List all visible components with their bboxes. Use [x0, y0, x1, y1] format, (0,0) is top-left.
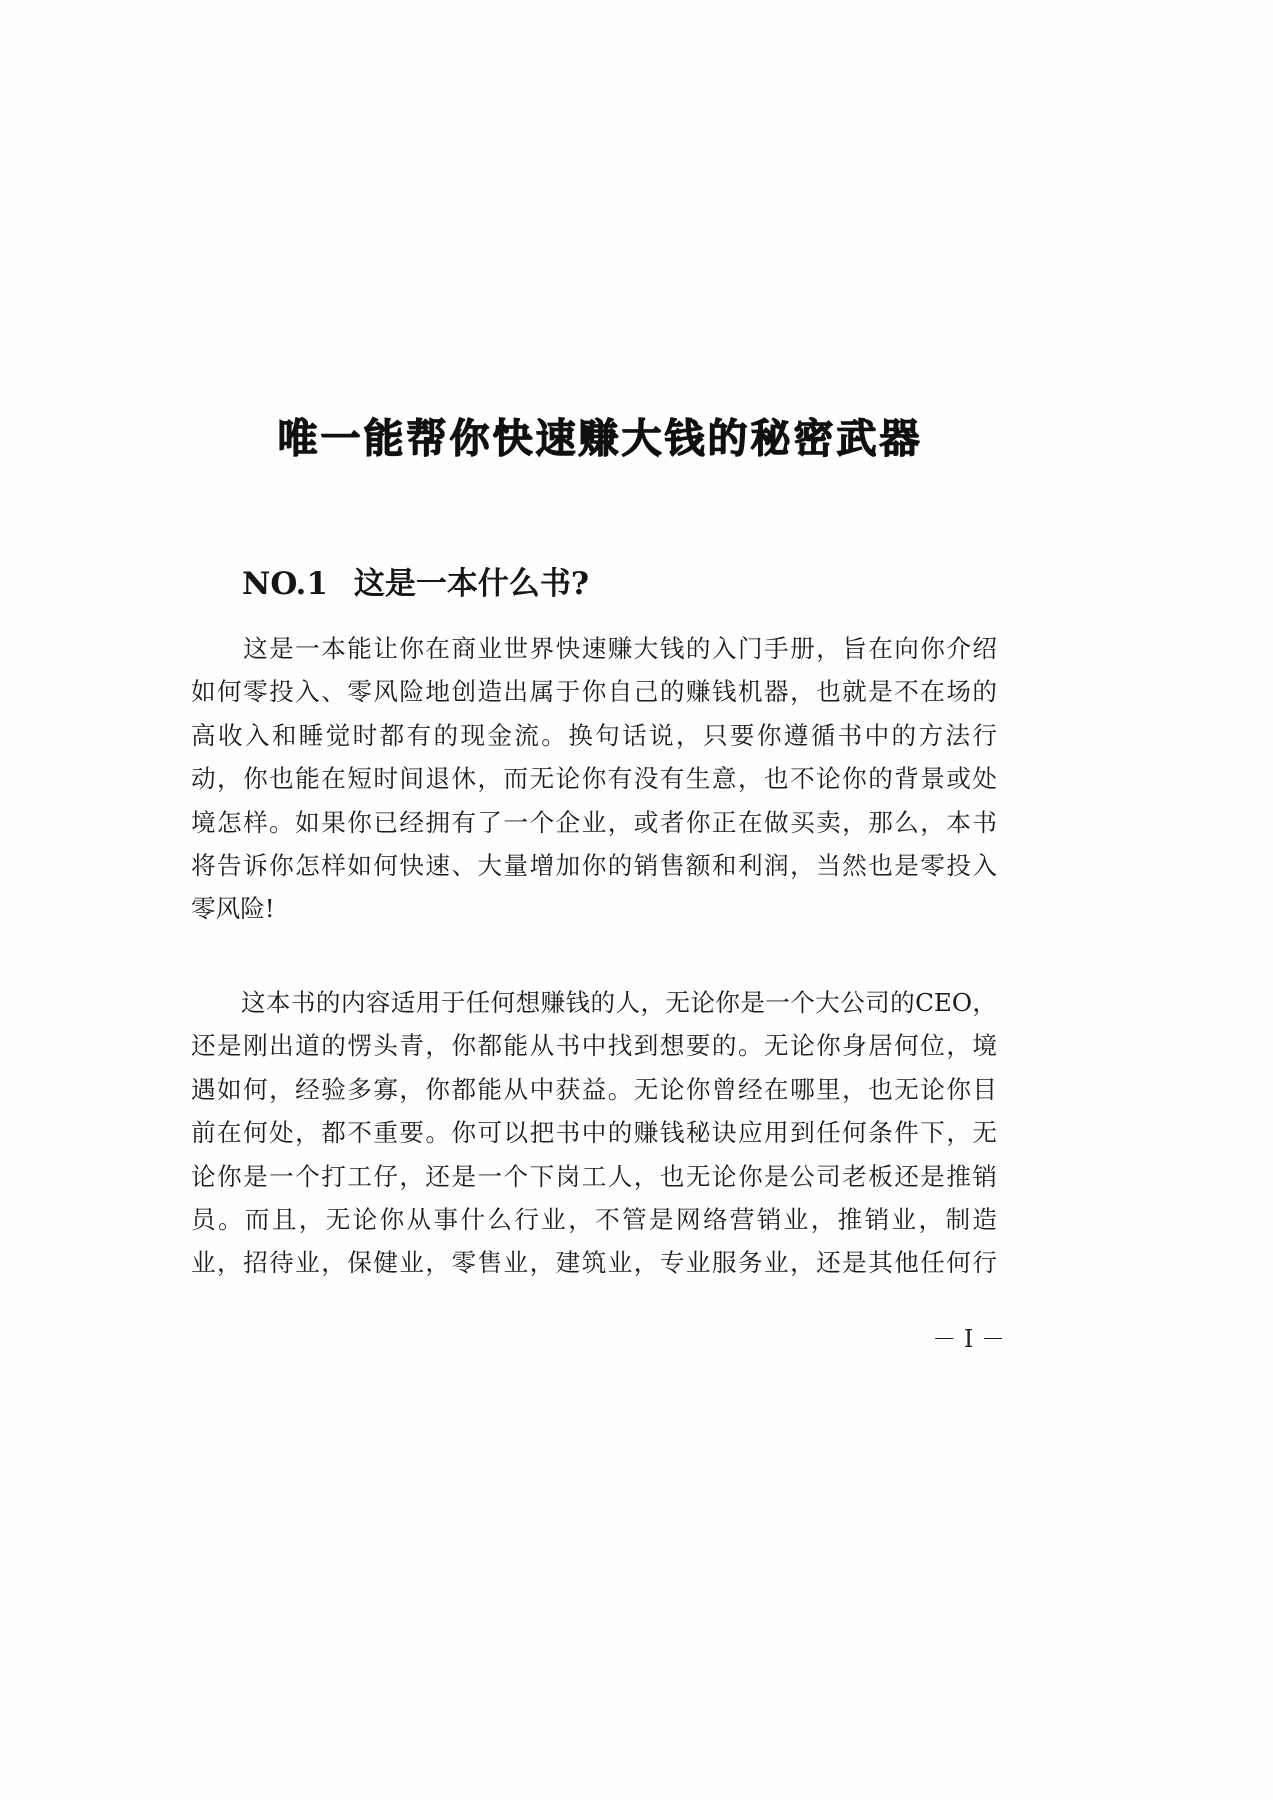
paragraph-line: 论你是一个打工仔，还是一个下岗工人，也无论你是公司老板还是推销: [191, 1161, 997, 1191]
paragraph-line: 这本书的内容适用于任何想赚钱的人，无论你是一个大公司的CEO，: [191, 988, 997, 1017]
paragraph-line: 还是刚出道的愣头青，你都能从书中找到想要的。无论你身居何位，境: [191, 1031, 997, 1061]
paragraph-2: [191, 981, 997, 1285]
paragraph-line: 这是一本能让你在商业世界快速赚大钱的入门手册，旨在向你介绍: [191, 634, 997, 663]
page-number: － Ⅰ －: [932, 1325, 1005, 1353]
page-title: 唯一能帮你快速赚大钱的秘密武器: [277, 416, 923, 462]
paragraph-line: 如何零投入、零风险地创造出属于你自己的赚钱机器，也就是不在场的: [191, 677, 997, 707]
paragraph-line: 零风险!: [191, 894, 275, 924]
paragraph-1: [191, 627, 997, 931]
paragraph-line: 员。而且，无论你从事什么行业，不管是网络营销业，推销业，制造: [191, 1204, 997, 1234]
paragraph-line: 业，招待业，保健业，零售业，建筑业，专业服务业，还是其他任何行: [191, 1248, 997, 1278]
paragraph-line: 动，你也能在短时间退休，而无论你有没有生意，也不论你的背景或处: [191, 764, 997, 794]
section-number: NO.1: [242, 566, 328, 602]
section-heading-text: 这是一本什么书?: [353, 566, 590, 602]
section-heading: [242, 558, 589, 603]
paragraph-line: 高收入和睡觉时都有的现金流。换句话说，只要你遵循书中的方法行: [191, 720, 997, 750]
paragraph-line: 前在何处，都不重要。你可以把书中的赚钱秘诀应用到任何条件下，无: [191, 1118, 997, 1148]
paragraph-line: 将告诉你怎样如何快速、大量增加你的销售额和利润，当然也是零投入: [191, 850, 997, 880]
paragraph-line: 境怎样。如果你已经拥有了一个企业，或者你正在做买卖，那么，本书: [191, 807, 997, 837]
paragraph-line: 遇如何，经验多寡，你都能从中获益。无论你曾经在哪里，也无论你目: [191, 1074, 997, 1104]
